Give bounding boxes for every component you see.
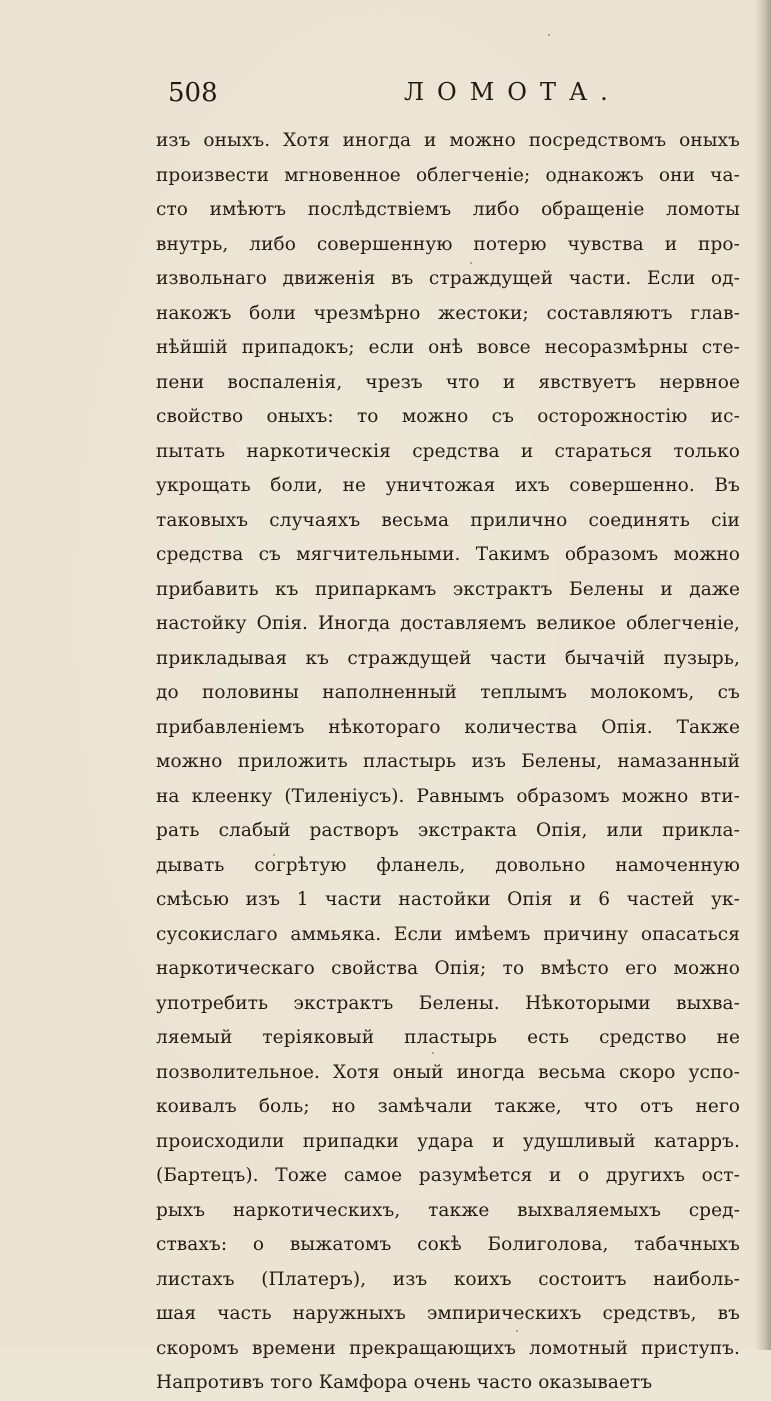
text-line: произвести мгновенное облегченіе; однакожъ они ча-: [156, 164, 740, 186]
text-line: пытать наркотическія средства и стараться только: [156, 440, 740, 462]
text-line: сусокислаго аммьяка. Если имѣемъ причину опасаться: [156, 923, 740, 945]
text-line: происходили припадки удара и удушливый катарръ.: [156, 1130, 740, 1152]
page-header: [168, 78, 621, 114]
text-line: рыхъ наркотическихъ, также выхваляемыхъ сред-: [156, 1199, 740, 1221]
text-line: нѣйшій припадокъ; если онѣ вовсе несоразмѣрны сте-: [156, 337, 740, 358]
paper-speck: [548, 34, 550, 36]
text-line: дывать согрѣтую фланель, довольно намоченную: [156, 854, 740, 876]
text-line: извольнаго движенія въ страждущей части. Если од-: [156, 268, 740, 289]
text-line: прибавить къ припаркамъ экстрактъ Белены и даже: [156, 578, 740, 600]
text-line: ляемый теріяковый пластырь есть средство не: [156, 1027, 740, 1048]
text-line: Напротивъ того Камфора очень часто оказываетъ: [156, 1372, 653, 1393]
paper-speck: [273, 854, 275, 856]
text-line: накожъ боли чрезмѣрно жестоки; составляютъ глав-: [156, 302, 740, 324]
text-line: шая часть наружныхъ эмпирическихъ средствъ, въ: [156, 1303, 740, 1324]
text-line: употребить экстрактъ Белены. Нѣкоторыми выхва-: [156, 992, 740, 1014]
text-line: позволительное. Хотя оный иногда весьма скоро успо-: [156, 1061, 740, 1083]
text-line: сто имѣютъ послѣдствіемъ либо обращеніе ломоты: [156, 199, 740, 220]
text-line: внутрь, либо совершенную потерю чувства и про-: [156, 233, 740, 255]
text-line: средства съ мягчительными. Такимъ образомъ можно: [156, 544, 740, 565]
text-line: листахъ (Платеръ), изъ коихъ состоитъ наиболь-: [156, 1268, 740, 1290]
text-line: можно приложить пластырь изъ Белены, намазанный: [156, 751, 740, 772]
text-line: скоромъ времени прекращающихъ ломотный приступъ.: [156, 1337, 740, 1359]
page-spine-shadow: [755, 0, 771, 1350]
text-line: наркотическаго свойства Опія; то вмѣсто его можно: [156, 958, 740, 979]
running-head: ЛОМОТА.: [404, 78, 621, 106]
text-line: смѣсью изъ 1 части настойки Опія и 6 частей ук-: [156, 889, 740, 910]
text-line: укрощать боли, не уничтожая ихъ совершенно. Въ: [156, 475, 740, 496]
text-line: свойство оныхъ: то можно съ осторожностію ис-: [156, 406, 740, 427]
text-line: на клеенку (Тиленіусъ). Равнымъ образомъ можно вти-: [156, 785, 740, 807]
text-line: коивалъ боль; но замѣчали также, что отъ него: [156, 1096, 740, 1117]
text-line: (Бартецъ). Тоже самое разумѣется и о другихъ ост-: [156, 1165, 740, 1186]
body-text: [156, 124, 740, 1401]
paper-speck: [432, 1052, 434, 1054]
text-line: рать слабый растворъ экстракта Опія, или прикла-: [156, 820, 740, 841]
text-line: прибавленіемъ нѣкотораго количества Опія. Также: [156, 716, 740, 738]
text-line: до половины наполненный теплымъ молокомъ, съ: [156, 682, 740, 703]
text-line: изъ оныхъ. Хотя иногда и можно посредствомъ оныхъ: [156, 130, 740, 151]
paper-speck: [470, 262, 472, 264]
text-line: прикладывая къ страждущей части бычачій пузырь,: [156, 647, 740, 669]
paper-speck: [516, 1330, 518, 1332]
text-line: настойку Опія. Иногда доставляемъ великое облегченіе,: [156, 613, 740, 634]
text-line: ствахъ: о выжатомъ сокѣ Болиголова, табачныхъ: [156, 1234, 740, 1255]
text-line: таковыхъ случаяхъ весьма прилично соединять сіи: [156, 509, 740, 531]
page-number: 508: [168, 78, 218, 108]
text-line: пени воспаленія, чрезъ что и явствуетъ нервное: [156, 371, 740, 393]
